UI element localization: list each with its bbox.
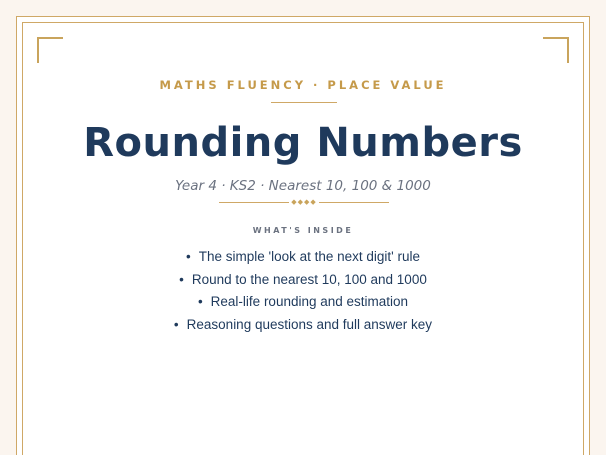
bullet-icon: • — [173, 316, 179, 332]
list-item-text: Round to the nearest 10, 100 and 1000 — [191, 271, 427, 287]
corner-ornament-top-right — [543, 37, 569, 63]
contents-list — [17, 246, 589, 336]
list-item — [17, 291, 589, 314]
list-item-text: The simple 'look at the next digit' rule — [198, 249, 420, 264]
ornamental-divider — [219, 198, 389, 208]
bullet-icon: • — [179, 271, 184, 287]
list-item-text: Reasoning questions and full answer key — [186, 316, 433, 332]
page-title: Rounding Numbers — [83, 120, 523, 166]
corner-ornament-top-left — [37, 37, 63, 63]
bullet-icon: • — [197, 294, 203, 309]
list-item — [17, 246, 589, 269]
page-subtitle: Year 4 · KS2 · Nearest 10, 100 & 1000 — [175, 178, 431, 194]
diamond-dots-icon: ◆◆◆◆ — [291, 199, 317, 206]
eyebrow-underline — [271, 102, 337, 103]
list-item — [17, 269, 589, 292]
list-item — [17, 314, 589, 337]
bullet-icon: • — [185, 249, 191, 264]
divider-line-right — [319, 202, 389, 203]
eyebrow-heading: MATHS FLUENCY · PLACE VALUE — [159, 78, 447, 92]
section-label: WHAT'S INSIDE — [252, 226, 354, 235]
list-item-text: Real-life rounding and estimation — [210, 294, 409, 309]
divider-line-left — [219, 202, 289, 203]
cover-page — [16, 16, 590, 455]
